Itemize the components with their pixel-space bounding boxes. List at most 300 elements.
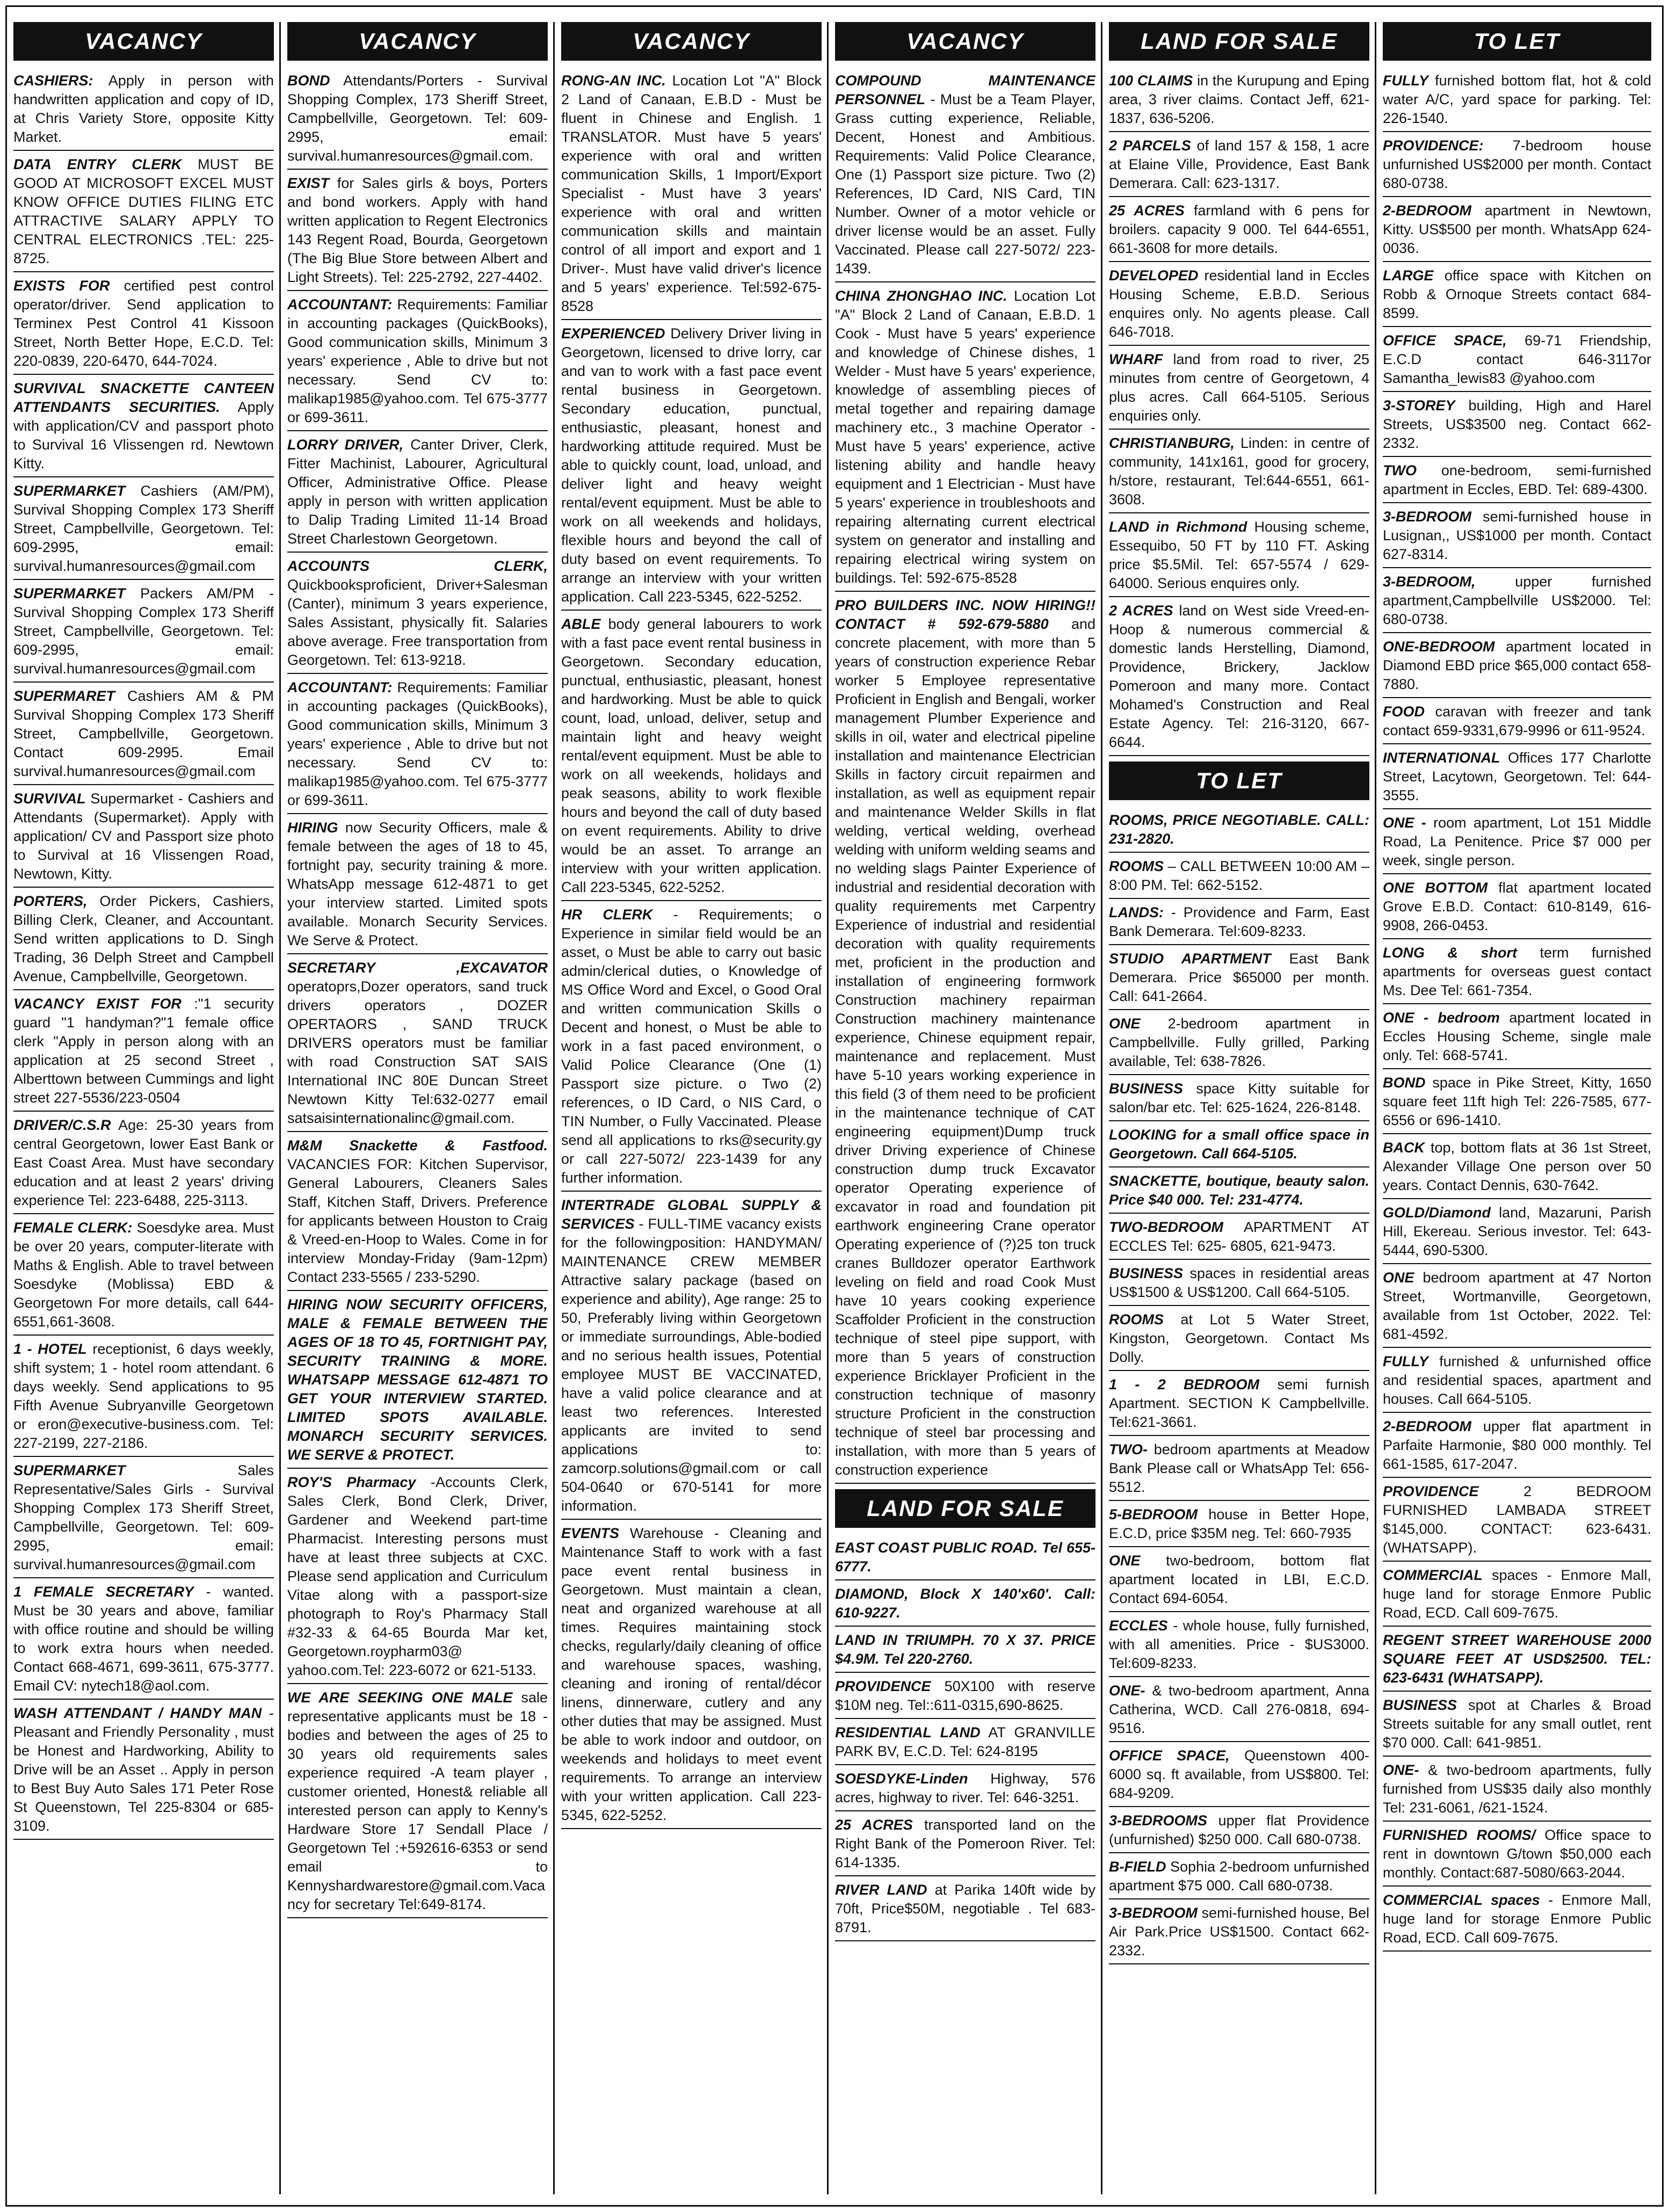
- ad-title: 25 ACRES: [835, 1817, 913, 1833]
- column-to-let: [1383, 22, 1651, 2194]
- ad-title: TWO: [1383, 462, 1417, 478]
- ad-title: SECRETARY ,EXCAVATOR: [287, 960, 548, 976]
- ad-title: COMMERCIAL spaces: [1383, 1892, 1540, 1908]
- ad-body: :"1 security guard "1 handyman?"1 female office clerk "Apply in person along with an application at 25 second Street , Alberttown between Cummings and light street 227-5536/223-0504: [13, 996, 274, 1106]
- ad-body: caravan with freezer and tank contact 659-9331,679-9996 or 611-9524.: [1383, 704, 1651, 738]
- classified-ad: [1109, 810, 1369, 853]
- ad-title: PORTERS,: [13, 893, 88, 909]
- ad-body: residential land in Eccles Housing Scheme, E.B.D. Serious enquires only. No agents please. Call 646-7018.: [1109, 267, 1369, 340]
- ad-body: space in Pike Street, Kitty, 1650 square feet 11ft high Tel: 226-7585, 677-6556 or 696-1410.: [1383, 1075, 1651, 1128]
- ad-title: DATA ENTRY CLERK: [13, 156, 182, 172]
- ad-title: BOND: [1383, 1075, 1426, 1091]
- classified-ad: [1109, 517, 1369, 597]
- ad-title: ONE-BEDROOM: [1383, 639, 1495, 655]
- ad-title: INTERTRADE GLOBAL SUPPLY & SERVICES: [561, 1197, 822, 1232]
- classified-ad: [1383, 701, 1651, 744]
- ad-body: - wanted. Must be 30 years and above, familiar with office routine and should be willing to work extra hours when needed. Contact 668-4671, 699-3611, 675-3777. Email CV: nytech18@aol.com.: [13, 1584, 274, 1694]
- classified-ad: [1109, 1374, 1369, 1436]
- ad-body: -Accounts Clerk, Sales Clerk, Bond Clerk, Driver, Gardener and Weekend part-time Pharmacist. Interesting persons must have at least three subjects at CXC. Please send application and Curriculum Vitae along with a passport-size photograph to Roy's Pharmacy Stall #32-33 & 64-65 Bourda Mar ket, Georgetown.roypharm03@ yahoo.com.Tel: 223-6072 or 621-5133.: [287, 1474, 548, 1678]
- classified-ad: [13, 154, 274, 272]
- ad-body: land from road to river, 25 minutes from centre of Georgetown, 4 plus acres. Call 664-5105. Serious enquiries only.: [1109, 351, 1369, 424]
- ad-title: EXISTS FOR: [13, 278, 110, 294]
- ad-title: COMMERCIAL: [1383, 1567, 1483, 1583]
- ad-body: at Parika 140ft wide by 70ft, Price$50M, negotiable . Tel 683-8791.: [835, 1882, 1095, 1935]
- ad-title: CHINA ZHONGHAO INC.: [835, 288, 1007, 304]
- ad-title: INTERNATIONAL: [1383, 750, 1500, 766]
- ad-title: PROVIDENCE: [1383, 1483, 1479, 1499]
- ad-body: upper furnished apartment,Campbellville US$2000. Tel: 680-0738.: [1383, 574, 1651, 627]
- classified-ad: [1109, 948, 1369, 1010]
- ad-title: HR CLERK: [561, 906, 653, 923]
- classified-ad: [1109, 135, 1369, 197]
- ad-title: WE ARE SEEKING ONE MALE: [287, 1689, 513, 1706]
- classified-ad: [561, 1195, 822, 1520]
- ad-title: ROOMS: [1109, 858, 1164, 874]
- ad-title: 3-STOREY: [1383, 397, 1455, 414]
- ad-body: spaces - Enmore Mall, huge land for storage Enmore Public Road, ECD. Call 609-7675.: [1383, 1567, 1651, 1621]
- ad-title: M&M Snackette & Fastfood.: [287, 1137, 548, 1154]
- ad-title: ONE-: [1109, 1682, 1145, 1699]
- classified-ad: [1383, 748, 1651, 809]
- ad-title: STUDIO APARTMENT: [1109, 951, 1271, 967]
- ad-body: space Kitty suitable for salon/bar etc. Tel: 625-1624, 226-8148.: [1109, 1080, 1369, 1115]
- ad-title: RESIDENTIAL LAND: [835, 1724, 981, 1740]
- ad-title: LORRY DRIVER,: [287, 437, 404, 453]
- ad-title: B-FIELD: [1109, 1859, 1166, 1875]
- column-divider: [827, 22, 829, 2194]
- classified-ad: [1383, 506, 1651, 568]
- ad-title: EVENTS: [561, 1525, 620, 1541]
- column-land-for-sale: [1109, 22, 1369, 2194]
- ad-body: - Enmore Mall, huge land for storage Enmore Public Road, ECD. Call 609-7675.: [1383, 1892, 1651, 1946]
- classified-ad: [13, 378, 274, 477]
- ad-body: Queenstown 400-6000 sq. ft available, from US$800. Tel: 684-9209.: [1109, 1747, 1369, 1801]
- ad-title: LAND IN TRIUMPH. 70 X 37. PRICE $4.9M. Tel 220-2760.: [835, 1632, 1095, 1667]
- classified-ad: [1383, 200, 1651, 262]
- ad-body: - Pleasant and Friendly Personality , must be Honest and Hardworking, Ability to Drive will be an Asset .. Apply in person to Best Buy Auto Sales 171 Peter Rose St Queenstown, Tel 225-8304 or 685-3109.: [13, 1705, 274, 1834]
- classified-ad: [287, 958, 548, 1132]
- classified-ad: [1383, 1760, 1651, 1822]
- classified-ad: [1109, 1680, 1369, 1742]
- classified-ad: [287, 556, 548, 674]
- classified-ad: [1383, 1630, 1651, 1692]
- section-header: LAND FOR SALE: [835, 1489, 1095, 1528]
- ad-title: ONE -: [1383, 815, 1426, 831]
- ad-body: – CALL BETWEEN 10:00 AM – 8:00 PM. Tel: 662-5152.: [1109, 858, 1369, 893]
- ad-title: ROY'S Pharmacy: [287, 1474, 416, 1490]
- ad-title: VACANCY EXIST FOR: [13, 996, 182, 1012]
- ad-body: top, bottom flats at 36 1st Street, Alexander Village One person over 50 years. Contact Dennis, 630-7642.: [1383, 1140, 1651, 1193]
- classified-ad: [287, 817, 548, 954]
- classified-ad: [835, 1815, 1095, 1876]
- ad-title: FULLY: [1383, 72, 1428, 89]
- ad-body: at Lot 5 Water Street, Kingston, Georgetown. Contact Ms Dolly.: [1109, 1311, 1369, 1365]
- ad-title: BUSINESS: [1109, 1080, 1184, 1097]
- ad-body: - Providence and Farm, East Bank Demerara. Tel:609-8233.: [1109, 904, 1369, 939]
- classified-ad: [1109, 1856, 1369, 1899]
- ad-body: body general labourers to work with a fast pace event rental business in Georgetown. Secondary education, punctual, enthusiastic, pleasant, honest and hardworking. Must be able to quick count, load, unload, deliver, setup and maintain light and heavy weight rental/event equipment. Must be able to work on all weekends, holidays and peak seasons, ability to work flexible hours and beyond the call of duty based on event requirements. Ability to drive would be an asset. To arrange an interview with your written application. Call 223-5345, 622-5252.: [561, 616, 822, 895]
- classified-ad: [1383, 1072, 1651, 1134]
- classified-ad: [1109, 1615, 1369, 1677]
- classified-ad: [835, 1880, 1095, 1941]
- ad-title: PROVIDENCE:: [1383, 137, 1484, 154]
- classified-ad: [287, 1294, 548, 1469]
- ad-body: spaces in residential areas US$1500 & US$1200. Call 664-5105.: [1109, 1265, 1369, 1300]
- classified-ad: [561, 1523, 822, 1829]
- ad-body: receptionist, 6 days weekly, shift system; 1 - hotel room attendant. 6 days weekly. Send applications to 95 Fifth Avenue Subryanville Georgetown or eron@executive-business.com. Tel: 227-2199, 227-2186.: [13, 1341, 274, 1451]
- classified-ad: [287, 70, 548, 170]
- ad-body: Delivery Driver living in Georgetown, licensed to drive lorry, car and van to work with a fast pace event rental business in Georgetown. Secondary education, punctual, enthusiastic, pleasant, honest and hardworking attitude required. Must be able to quickly count, load, unload, and deliver light and heavy weight rental/event equipment. Must be able to work on all weekends and holidays, flexible hours and beyond the call of duty based on event requirements. To arrange an interview with your written application. Call 223-5345, 622-5252.: [561, 325, 822, 605]
- ad-title: LARGE: [1383, 267, 1434, 284]
- ad-body: Supermarket - Cashiers and Attendants (Supermarket). Apply with application/ CV and Passport size photo to Survival at 16 Vlissengen Road, Newtown, Kitty.: [13, 790, 274, 882]
- classified-ad: [287, 434, 548, 553]
- classified-ad: [287, 294, 548, 431]
- classified-ad: [1109, 1550, 1369, 1612]
- column-vacancy-3: [561, 22, 822, 2194]
- ad-title: 2-BEDROOM: [1383, 202, 1472, 219]
- ad-body: East Bank Demerara. Price $65000 per month. Call: 641-2664.: [1109, 951, 1369, 1004]
- section-header: LAND FOR SALE: [1109, 22, 1369, 61]
- ad-title: FULLY: [1383, 1353, 1428, 1369]
- ad-body: VACANCIES FOR: Kitchen Supervisor, General Labourers, Cleaners Sales Staff, Kitchen Staff, Drivers. Preference for applicants between Houston to Craig & Vreed-en-Hoop to Wales. Come in for interview Monday-Friday (9am-12pm) Contact 233-5565 / 233-5290.: [287, 1156, 548, 1285]
- classified-ad: [1383, 1137, 1651, 1199]
- ad-body: semi-furnished house, Bel Air Park.Price US$1500. Contact 662-2332.: [1109, 1905, 1369, 1959]
- classified-ad: [13, 583, 274, 683]
- classified-ad: [1383, 330, 1651, 392]
- classified-ad: [1383, 395, 1651, 457]
- ad-title: TWO-BEDROOM: [1109, 1219, 1223, 1235]
- classified-ad: [835, 595, 1095, 1484]
- column-divider: [1101, 22, 1102, 2194]
- classified-ad: [1383, 1351, 1651, 1413]
- ad-title: EAST COAST PUBLIC ROAD. Tel 655-6777.: [835, 1540, 1095, 1575]
- ad-body: & two-bedroom apartment, Anna Catherina, WCD. Call 276-0818, 694-9516.: [1109, 1682, 1369, 1736]
- ad-body: building, High and Harel Streets, US$3500 neg. Contact 662-2332.: [1383, 397, 1651, 451]
- classified-ad: [835, 1537, 1095, 1580]
- ad-body: 7-bedroom house unfurnished US$2000 per month. Contact 680-0738.: [1383, 137, 1651, 191]
- ad-body: transported land on the Right Bank of the Pomeroon River. Tel: 614-1335.: [835, 1817, 1095, 1870]
- column-divider: [1375, 22, 1376, 2194]
- ad-body: Requirements: Familiar in accounting packages (QuickBooks), Good communication skills, Minimum 3 years' experience , Able to drive but not necessary. Send CV to: malikap1985@yahoo.com. Tel 675-3777 or 699-3611.: [287, 679, 548, 808]
- ad-title: RONG-AN INC.: [561, 72, 666, 89]
- classified-ad: [1383, 1267, 1651, 1348]
- classified-ad: [13, 1217, 274, 1336]
- classified-ad: [1383, 1416, 1651, 1478]
- ad-body: - Requirements; o Experience in similar field would be an asset, o Must be able to carry out basic admin/clerical duties, o Knowledge of MS Office Word and Excel, o Good Oral and written communication Skills o Decent and honest, o Must be able to work in a fast paced environment, o Valid Police Clearance (One (1) Passport size picture. o Two (2) references, o ID Card, o NIS Card, o TIN Number, o Fully Vaccinated. Please send all applications to rks@security.gy or call 227-5072/ 223-1439 for any further information.: [561, 906, 822, 1186]
- classified-ad: [1383, 460, 1651, 503]
- ad-body: in the Kurupung and Eping area, 3 river claims. Contact Jeff, 621-1837, 636-5206.: [1109, 72, 1369, 126]
- ad-body: Sales Representative/Sales Girls - Survival Shopping Complex 173 Sheriff Street, Campbellville, Georgetown. Tel: 609-2995, email: survival.humanresources@gmail.com: [13, 1462, 274, 1572]
- classified-ad: [13, 1339, 274, 1457]
- classified-ad: [561, 614, 822, 901]
- ad-title: GOLD/Diamond: [1383, 1205, 1491, 1221]
- classified-ad: [13, 1115, 274, 1214]
- ad-body: sale representative applicants must be 18 -bodies and between the ages of 25 to 30 years old requirements sales experience required -A team player , customer oriented, Honest& reliable all interested person can apply to Kenny's Hardware Store 17 Sendall Place / Georgetown Tel :+592616-6353 or send email to Kennyshardwarestore@gmail.com.Vacancy for secretary Tel:649-8174.: [287, 1689, 548, 1912]
- column-vacancy-2: [287, 22, 548, 2194]
- classified-ad: [287, 1687, 548, 1918]
- classified-ad: [1109, 1504, 1369, 1547]
- ad-title: 25 ACRES: [1109, 202, 1185, 219]
- ad-body: Highway, 576 acres, highway to river. Tel: 646-3251.: [835, 1771, 1095, 1805]
- ad-title: FEMALE CLERK:: [13, 1220, 133, 1236]
- ad-title: HIRING: [287, 819, 338, 836]
- classified-ad: [1109, 902, 1369, 945]
- section-header: VACANCY: [561, 22, 822, 61]
- classified-ad: [287, 173, 548, 291]
- ad-body: Linden: in centre of community, 141x161, good for grocery, h/store, restaurant, Tel:644-6551, 661-3608.: [1109, 435, 1369, 507]
- classified-ad: [13, 70, 274, 151]
- ad-title: 100 CLAIMS: [1109, 72, 1193, 89]
- classified-ad: [1109, 70, 1369, 132]
- ad-title: ONE-: [1383, 1762, 1419, 1778]
- ad-title: FOOD: [1383, 704, 1425, 720]
- classified-ad: [1383, 265, 1651, 327]
- classified-ad: [1383, 135, 1651, 197]
- classified-ad: [1383, 942, 1651, 1004]
- ad-title: RIVER LAND: [835, 1882, 927, 1898]
- classified-page: [5, 5, 1664, 2207]
- ad-body: Offices 177 Charlotte Street, Lacytown, Georgetown. Tel: 644-3555.: [1383, 750, 1651, 803]
- classified-ad: [1383, 1825, 1651, 1887]
- ad-title: BACK: [1383, 1140, 1425, 1156]
- ad-body: 2 BEDROOM FURNISHED LAMBADA STREET $145,000. CONTACT: 623-6431. (WHATSAPP).: [1383, 1483, 1651, 1556]
- ad-body: house in Better Hope, E.C.D, price $35M neg. Tel: 660-7935: [1109, 1506, 1369, 1541]
- ad-title: BUSINESS: [1109, 1265, 1184, 1281]
- classified-ad: [1109, 1013, 1369, 1075]
- ad-title: ROOMS, PRICE NEGOTIABLE. CALL: 231-2820.: [1109, 812, 1369, 847]
- ad-title: LONG & short: [1383, 945, 1517, 961]
- ad-title: REGENT STREET WAREHOUSE 2000 SQUARE FEET AT USD$2500. TEL: 623-6431 (WHATSAPP).: [1383, 1632, 1651, 1686]
- classified-ad: [561, 904, 822, 1192]
- classified-ad: [1383, 1007, 1651, 1069]
- classified-ad: [1383, 1695, 1651, 1757]
- ad-title: 1 - 2 BEDROOM: [1109, 1376, 1260, 1393]
- classified-ad: [1109, 200, 1369, 262]
- classified-ad: [1109, 1439, 1369, 1501]
- ad-title: ACCOUNTANT:: [287, 679, 393, 695]
- ad-body: Apply with application/CV and passport photo to Survival 16 Vlissengen rd. Newtown Kitty.: [13, 399, 274, 472]
- ad-body: bedroom apartments at Meadow Bank Please call or WhatsApp Tel: 656-5512.: [1109, 1441, 1369, 1495]
- ad-title: COMPOUND MAINTENANCE PERSONNEL: [835, 72, 1095, 107]
- ad-body: room apartment, Lot 151 Middle Road, La Penitence. Price $7 000 per week, single person.: [1383, 815, 1651, 868]
- ad-body: Apply in person with handwritten application and copy of ID, at Chris Variety Store, opposite Kitty Market.: [13, 72, 274, 145]
- classified-ad: [1383, 877, 1651, 939]
- classified-ad: [835, 70, 1095, 282]
- ad-body: & two-bedroom apartments, fully furnished from US$35 daily also monthly Tel: 231-6061, /621-1524.: [1383, 1762, 1651, 1816]
- ad-title: HIRING NOW SECURITY OFFICERS, MALE & FEMALE BETWEEN THE AGES OF 18 TO 45, FORTNIGHT PAY, SECURITY TRAINING & MORE. WHATSAPP MESSAGE 612-4871 TO GET YOUR INTERVIEW STARTED. LIMITED SPOTS AVAILABLE. MONARCH SECURITY SERVICES. WE SERVE & PROTECT.: [287, 1296, 548, 1463]
- ad-body: Attendants/Porters - Survival Shopping Complex, 173 Sheriff Street, Campbellville, Georgetown. Tel: 609-2995, email: survival.humanresources@gmail.com.: [287, 72, 548, 164]
- ad-title: SUPERMARKET: [13, 483, 126, 499]
- ad-body: furnished bottom flat, hot & cold water A/C, yard space for parking. Tel: 226-1540.: [1383, 72, 1651, 126]
- column-vacancy-1: [13, 22, 274, 2194]
- ad-title: ACCOUNTANT:: [287, 296, 393, 313]
- classified-ad: [561, 70, 822, 320]
- ad-title: 3-BEDROOM: [1109, 1905, 1198, 1921]
- ad-title: LAND in Richmond: [1109, 519, 1247, 535]
- classified-ad: [1109, 349, 1369, 430]
- classified-ad: [835, 1630, 1095, 1673]
- classified-ad: [1109, 433, 1369, 513]
- classified-ad: [13, 1460, 274, 1578]
- ad-body: Sophia 2-bedroom unfurnished apartment $75 000. Call 680-0738.: [1109, 1859, 1369, 1894]
- classified-ad: [1383, 636, 1651, 698]
- ad-title: SURVIVAL: [13, 790, 86, 807]
- ad-title: OFFICE SPACE,: [1383, 332, 1507, 349]
- ad-body: Canter Driver, Clerk, Fitter Machinist, Labourer, Agricultural Officer, Administrative Office. Please apply in person with written application to Dalip Trading Limited 11-14 Broad Street Charlestown Georgetown.: [287, 437, 548, 547]
- ad-body: semi furnish Apartment. SECTION K Campbellville. Tel:621-3661.: [1109, 1376, 1369, 1430]
- ad-body: Requirements: Familiar in accounting packages (QuickBooks), Good communication skills, Minimum 3 years' experience , Able to drive but not necessary. Send CV to: malikap1985@yahoo.com. Tel 675-3777 or 699-3611.: [287, 296, 548, 425]
- classified-ad: [1109, 1263, 1369, 1306]
- column-divider: [279, 22, 281, 2194]
- ad-body: 50X100 with reserve $10M neg. Tel::611-0315,690-8625.: [835, 1678, 1095, 1713]
- classified-ad: [1383, 571, 1651, 633]
- ad-body: Age: 25-30 years from central Georgetown, lower East Bank or East Coast Area. Must have secondary education and at least 2 years' driving experience Tel: 223-6488, 225-3113.: [13, 1117, 274, 1208]
- classified-ad: [1109, 1745, 1369, 1807]
- classified-ad: [835, 1676, 1095, 1719]
- ad-title: ONE BOTTOM: [1383, 880, 1488, 896]
- section-header: TO LET: [1383, 22, 1651, 61]
- ad-body: semi-furnished house in Lusignan,, US$1000 per month. Contact 627-8314.: [1383, 509, 1651, 562]
- ad-title: EXPERIENCED: [561, 325, 665, 342]
- ad-body: - Must be a Team Player, Grass cutting experience, Reliable, Decent, Honest and Ambitious. Requirements: Valid Police Clearance, One (1) Passport size picture. Two (2) References, ID Card, NIS Card, TIN Number. Owner of a motor vehicle or driver license would be an asset. Fully Vaccinated. Please call 227-5072/ 223-1439.: [835, 91, 1095, 277]
- classified-ad: [1109, 1903, 1369, 1964]
- section-header: VACANCY: [287, 22, 548, 61]
- ad-body: MUST BE GOOD AT MICROSOFT EXCEL MUST KNOW OFFICE DUTIES FILING ETC ATTRACTIVE SALARY APPLY TO CENTRAL ELECTRONICS .TEL: 225-8725.: [13, 156, 274, 266]
- classified-ad: [287, 677, 548, 814]
- classified-ad: [1109, 1171, 1369, 1214]
- ad-body: Location Lot "A" Block 2 Land of Canaan, E.B.D. 1 Cook - Must have 5 years' experience and knowledge of Chinese dishes, 1 Welder - Must have 5 years' experience, knowledge of assembling pieces of metal together and repairing damage machinery etc., 3 machine Operator - Must have 5 years' experience, active listening ability and handle heavy equipment and 1 Electrician - Must have 5 years' experience in troubleshoots and repairing alternating current electrical system on generator and installing and repairing electrical wiring system on buildings. Tel: 592-675-8528: [835, 288, 1095, 586]
- ad-title: SNACKETTE, boutique, beauty salon. Price $40 000. Tel: 231-4774.: [1109, 1173, 1369, 1208]
- classified-ad: [1383, 813, 1651, 874]
- classified-ad: [1109, 1078, 1369, 1121]
- ad-title: DEVELOPED: [1109, 267, 1199, 284]
- ad-body: Office space to rent in downtown G/town $50,000 each monthly. Contact:687-5080/663-2044.: [1383, 1827, 1651, 1881]
- classified-ad: [287, 1135, 548, 1291]
- classified-ad: [835, 1722, 1095, 1765]
- ad-body: Packers AM/PM - Survival Shopping Complex 173 Sheriff Street, Campbellville, Georgetown. Tel: 609-2995, email: survival.humanresources@gmail.com: [13, 585, 274, 677]
- classified-ad: [561, 323, 822, 611]
- ad-body: one-bedroom, semi-furnished apartment in Eccles, EBD. Tel: 689-4300.: [1383, 462, 1651, 497]
- ad-title: SUPERMARET: [13, 688, 115, 704]
- ad-title: WHARF: [1109, 351, 1163, 367]
- ad-body: Quickbooksproficient, Driver+Salesman (Canter), minimum 3 years experience, Sales Assistant, physically fit. Salaries above average. Free transportation from Georgetown. Tel: 613-9218.: [287, 577, 548, 668]
- classified-ad: [1109, 600, 1369, 756]
- section-header: VACANCY: [13, 22, 274, 61]
- ad-body: for Sales girls & boys, Porters and bond workers. Apply with hand written application to Regent Electronics 143 Regent Road, Bourda, Georgetown (The Big Blue Store between Albert and Light Streets). Tel: 225-2792, 227-4402.: [287, 175, 548, 285]
- ad-title: ONE: [1383, 1270, 1414, 1286]
- ad-body: two-bedroom, bottom flat apartment located in LBI, E.C.D. Contact 694-6054.: [1109, 1553, 1369, 1606]
- ad-title: FURNISHED ROOMS/: [1383, 1827, 1536, 1843]
- ad-body: bedroom apartment at 47 Norton Street, Wortmanville, Georgetown, available from 1st October, 2022. Tel: 681-4592.: [1383, 1270, 1651, 1342]
- ad-body: upper flat Providence (unfurnished) $250 000. Call 680-0738.: [1109, 1812, 1369, 1847]
- ad-title: EXIST: [287, 175, 330, 191]
- classified-ad: [1383, 1565, 1651, 1627]
- classified-ad: [1109, 265, 1369, 346]
- classified-ad: [835, 1768, 1095, 1811]
- classified-ad: [13, 788, 274, 888]
- ad-body: land on West side Vreed-en-Hoop & numerous commercial & domestic lands Herstelling, Diamond, Providence, Brickery, Jacklow Pomeroon and many more. Contact Mohamed's Construction and Real Estate Agency. Tel: 216-3120, 667-6644.: [1109, 603, 1369, 750]
- ad-title: 2-BEDROOM: [1383, 1418, 1472, 1434]
- ad-title: LANDS:: [1109, 904, 1164, 920]
- ad-body: spot at Charles & Broad Streets suitable for any small outlet, rent $70 000. Call: 641-9851.: [1383, 1697, 1651, 1751]
- ad-title: DRIVER/C.S.R: [13, 1117, 111, 1133]
- classified-ad: [1109, 856, 1369, 899]
- ad-title: CASHIERS:: [13, 72, 93, 89]
- ad-body: apartment in Newtown, Kitty. US$500 per month. WhatsApp 624-0036.: [1383, 202, 1651, 256]
- ad-body: apartment located in Diamond EBD price $65,000 contact 658-7880.: [1383, 639, 1651, 692]
- ad-title: ONE: [1109, 1016, 1141, 1032]
- classified-ad: [835, 1584, 1095, 1627]
- ad-title: LOOKING for a small office space in Georgetown. Call 664-5105.: [1109, 1127, 1369, 1162]
- ad-body: Housing scheme, Essequibo, 50 FT by 110 FT. Asking price $5.5Mil. Tel: 657-5574 / 629-64000. Serious enquires only.: [1109, 519, 1369, 591]
- ad-title: SOESDYKE-Linden: [835, 1771, 968, 1787]
- classified-ad: [1383, 70, 1651, 132]
- classified-ad: [1109, 1217, 1369, 1260]
- ad-title: ROOMS: [1109, 1311, 1164, 1328]
- ad-body: flat apartment located Grove E.B.D. Contact: 610-8149, 616-9908, 266-0453.: [1383, 880, 1651, 933]
- ad-body: land, Mazaruni, Parish Hill, Ekereau. Serious investor. Tel: 643-5444, 690-5300.: [1383, 1205, 1651, 1258]
- column-vacancy-4: [835, 22, 1095, 2194]
- classified-ad: [1109, 1125, 1369, 1167]
- ad-body: 69-71 Friendship, E.C.D contact 646-3117or Samantha_lewis83 @yahoo.com: [1383, 332, 1651, 386]
- ad-title: DIAMOND, Block X 140'x60'. Call: 610-9227.: [835, 1586, 1095, 1621]
- ad-title: PRO BUILDERS INC. NOW HIRING!! CONTACT # 592-679-5880: [835, 597, 1095, 632]
- classified-ad: [13, 891, 274, 990]
- classified-ad: [287, 1472, 548, 1684]
- ad-title: SUPERMARKET: [13, 585, 126, 601]
- section-header: VACANCY: [835, 22, 1095, 61]
- ad-title: TWO-: [1109, 1441, 1148, 1457]
- classified-ad: [1383, 1202, 1651, 1264]
- ad-title: CHRISTIANBURG,: [1109, 435, 1235, 451]
- ad-title: ECCLES: [1109, 1618, 1168, 1634]
- ad-body: apartment located in Eccles Housing Scheme, single male only. Tel: 668-5741.: [1383, 1010, 1651, 1063]
- ad-body: - FULL-TIME vacancy exists for the followingposition: HANDYMAN/ MAINTENANCE CREW MEMBER Attractive salary package (based on experience and ability), Age range: 25 to 50, Preferably living within Georgetown or immediate surroundings, Able-bodied and no serious health issues, Potential employee MUST BE VACCINATED, have a valid police clearance and at least two references. Interested applicants are invited to send applications to: zamcorp.solutions@gmail.com or call 504-0640 or 670-5141 for more information.: [561, 1216, 822, 1514]
- classified-ad: [13, 993, 274, 1112]
- ad-title: 2 PARCELS: [1109, 137, 1191, 154]
- ad-title: ONE: [1109, 1553, 1141, 1569]
- ad-body: certified pest control operator/driver. Send application to Terminex Pest Control 41 Kissoon Street, North Better Hope, E.C.D. Tel: 220-0839, 220-6470, 644-7024.: [13, 278, 274, 369]
- ad-title: OFFICE SPACE,: [1109, 1747, 1230, 1764]
- classified-ad: [1109, 1810, 1369, 1853]
- classified-ad: [13, 275, 274, 375]
- ad-body: office space with Kitchen on Robb & Ornoque Streets contact 684-8599.: [1383, 267, 1651, 321]
- ad-title: PROVIDENCE: [835, 1678, 931, 1694]
- ad-body: Warehouse - Cleaning and Maintenance Staff to work with a fast pace event rental business in Georgetown. Must maintain a clean, neat and organized warehouse at all times. Requires maintaining stock checks, regularly/daily cleaning of office and warehouse spaces, washing, cleaning and ironing of rental/décor linens, dinnerware, cutlery and any other duties that may be assigned. Must be able to work indoor and outdoor, on weekends and holidays to meet event requirements. To arrange an interview with your written application. Call 223-5345, 622-5252.: [561, 1525, 822, 1823]
- ad-title: BUSINESS: [1383, 1697, 1457, 1713]
- ad-title: 5-BEDROOM: [1109, 1506, 1198, 1522]
- ad-body: upper flat apartment in Parfaite Harmonie, $80 000 monthly. Tel 661-1585, 617-2047.: [1383, 1418, 1651, 1472]
- classified-ad: [1383, 1890, 1651, 1952]
- ad-body: AT GRANVILLE PARK BV, E.C.D. Tel: 624-8195: [835, 1724, 1095, 1759]
- ad-body: Order Pickers, Cashiers, Billing Clerk, Cleaner, and Accountant. Send written applications to D. Singh Trading, 36 Delph Street and Campbell Avenue, Campbellville, Georgetown.: [13, 893, 274, 984]
- ad-title: 2 ACRES: [1109, 603, 1173, 619]
- ad-title: BOND: [287, 72, 330, 89]
- ad-title: ACCOUNTS CLERK,: [287, 558, 548, 574]
- ad-body: farmland with 6 pens for broilers. capacity 9 000. Tel 644-6551, 661-3608 for more details.: [1109, 202, 1369, 256]
- ad-body: now Security Officers, male & female between the ages of 18 to 45, fortnight pay, security training & more. WhatsApp message 612-4871 to get your interview started. Limited spots available. Monarch Security Services. We Serve & Protect.: [287, 819, 548, 948]
- ad-body: 2-bedroom apartment in Campbellville. Fully grilled, Parking available, Tel: 638-7826.: [1109, 1016, 1369, 1069]
- classified-ad: [13, 481, 274, 580]
- classified-ad: [1383, 1481, 1651, 1562]
- ad-title: ONE - bedroom: [1383, 1010, 1500, 1026]
- classified-ad: [13, 1582, 274, 1700]
- ad-body: furnished & unfurnished office and residential spaces, apartment and houses. Call 664-5105.: [1383, 1353, 1651, 1407]
- classified-ad: [1109, 1309, 1369, 1371]
- ad-body: and concrete placement, with more than 5 years of construction experience Rebar worker 5 Employee representative Proficient in English and Bengali, worker management Plumber Experience and skills in oil, water and electrical pipeline installation and maintenance Electrician Skills in factory circuit repairmen and installation, as well as equipment repair and maintenance Welder Skills in flat welding, vertical welding, overhead welding with uniform welding seams and no welding slags Painter Experience of industrial and residential decoration with quality requirements met Carpentry Experience of industrial and residential decoration with quality requirements met, proficient in the production and installation of engineering formwork Construction machinery repairman Construction machinery maintenance experience, Chinese equipment repair, maintenance and replacement. Must have 5-10 years working experience in this field (3 of them need to be proficient in the maintenance technique of CAT engineering equipment)Dump truck driver Driving experience of Chinese construction dump truck Excavator operator Operating experience of excavator in road and foundation pit earthwork engineering Crane operator Operating experience of (?)25 ton truck cranes Bulldozer operator Earthwork leveling on field and road Cook Must have 10 years cooking experience Scaffolder Proficient in the construction technique of steel pipe support, with more than 5 years of construction experience Bricklayer Proficient in the construction technique of masonry structure Proficient in the construction technique of steel bar processing and installation, with more than 5 years of construction experience: [835, 616, 1095, 1478]
- ad-body: term furnished apartments for overseas guest contact Ms. Dee Tel: 661-7354.: [1383, 945, 1651, 998]
- classified-ad: [13, 686, 274, 785]
